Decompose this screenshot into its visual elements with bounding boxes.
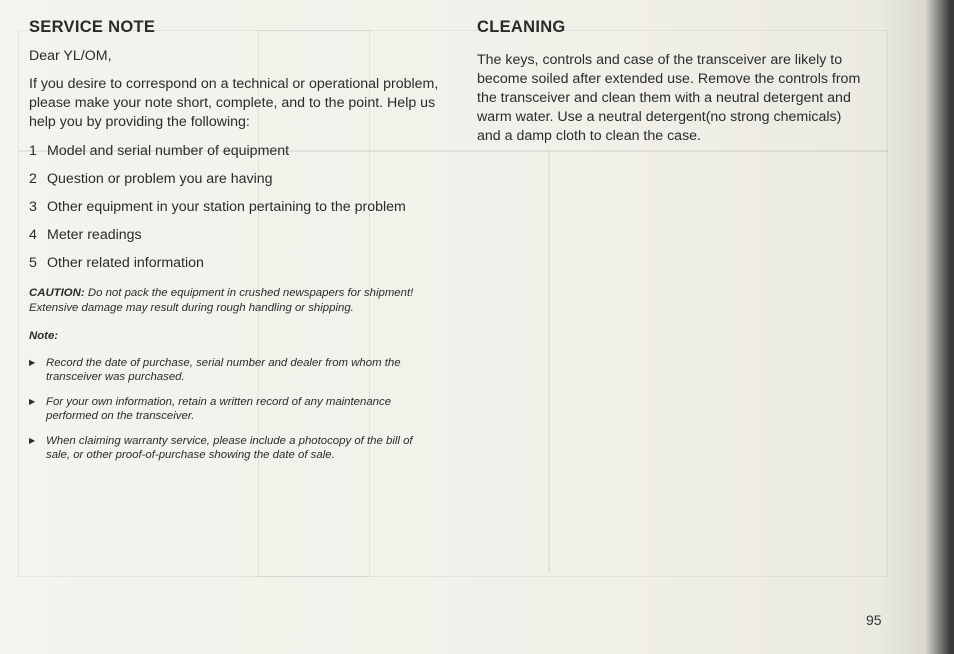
list-item-number: 5 bbox=[29, 255, 37, 271]
triangle-bullet-icon: ▶ bbox=[29, 358, 36, 367]
list-item bbox=[29, 226, 439, 244]
service-note-heading: SERVICE NOTE bbox=[29, 18, 156, 36]
note-item bbox=[29, 395, 439, 423]
caution-label: CAUTION: bbox=[29, 287, 85, 299]
note-item bbox=[29, 434, 439, 462]
list-item bbox=[29, 254, 439, 272]
list-item-number: 3 bbox=[29, 199, 37, 215]
notes-list bbox=[29, 356, 439, 462]
caution-text: Do not pack the equipment in crushed newspapers for shipment! Extensive damage may result during rough handling or shipping. bbox=[29, 287, 414, 314]
triangle-bullet-icon: ▶ bbox=[29, 436, 36, 445]
cleaning-paragraph: The keys, controls and case of the transceiver are likely to become soiled after extended use. Remove the controls from the transceiver and clean them with a neutral detergent and warm water. Use a neutral detergent(no strong chemicals) and a damp cloth to clean the case. bbox=[477, 52, 861, 144]
list-item-text: Question or problem you are having bbox=[47, 171, 273, 187]
list-item bbox=[29, 170, 439, 188]
list-item-number: 1 bbox=[29, 143, 37, 159]
list-item-text: Other related information bbox=[47, 255, 204, 271]
caution-block bbox=[29, 286, 439, 315]
list-item-text: Other equipment in your station pertaining to the problem bbox=[47, 199, 406, 215]
cleaning-heading: CLEANING bbox=[477, 18, 566, 36]
list-item-text: Meter readings bbox=[47, 227, 142, 243]
service-note-section bbox=[29, 18, 439, 473]
note-item bbox=[29, 356, 439, 384]
list-item-number: 2 bbox=[29, 171, 37, 187]
note-label: Note: bbox=[29, 330, 59, 342]
list-item-text: Model and serial number of equipment bbox=[47, 143, 290, 159]
note-text: For your own information, retain a written record of any maintenance performed on the transceiver. bbox=[46, 396, 392, 422]
info-list bbox=[29, 142, 439, 272]
triangle-bullet-icon: ▶ bbox=[29, 397, 36, 406]
list-item-number: 4 bbox=[29, 227, 37, 243]
note-text: Record the date of purchase, serial number and dealer from whom the transceiver was purchased. bbox=[46, 357, 401, 383]
list-item bbox=[29, 142, 439, 160]
greeting: Dear YL/OM, bbox=[29, 48, 112, 64]
bleed-through-column bbox=[548, 150, 550, 572]
note-text: When claiming warranty service, please include a photocopy of the bill of sale, or other proof-of-purchase showing the date of sale. bbox=[46, 435, 413, 461]
intro-paragraph: If you desire to correspond on a technical or operational problem, please make your note short, complete, and to the point. Help us help you by providing the following: bbox=[29, 76, 439, 130]
page-number: 95 bbox=[866, 612, 882, 628]
list-item bbox=[29, 198, 439, 216]
cleaning-section bbox=[477, 18, 862, 146]
